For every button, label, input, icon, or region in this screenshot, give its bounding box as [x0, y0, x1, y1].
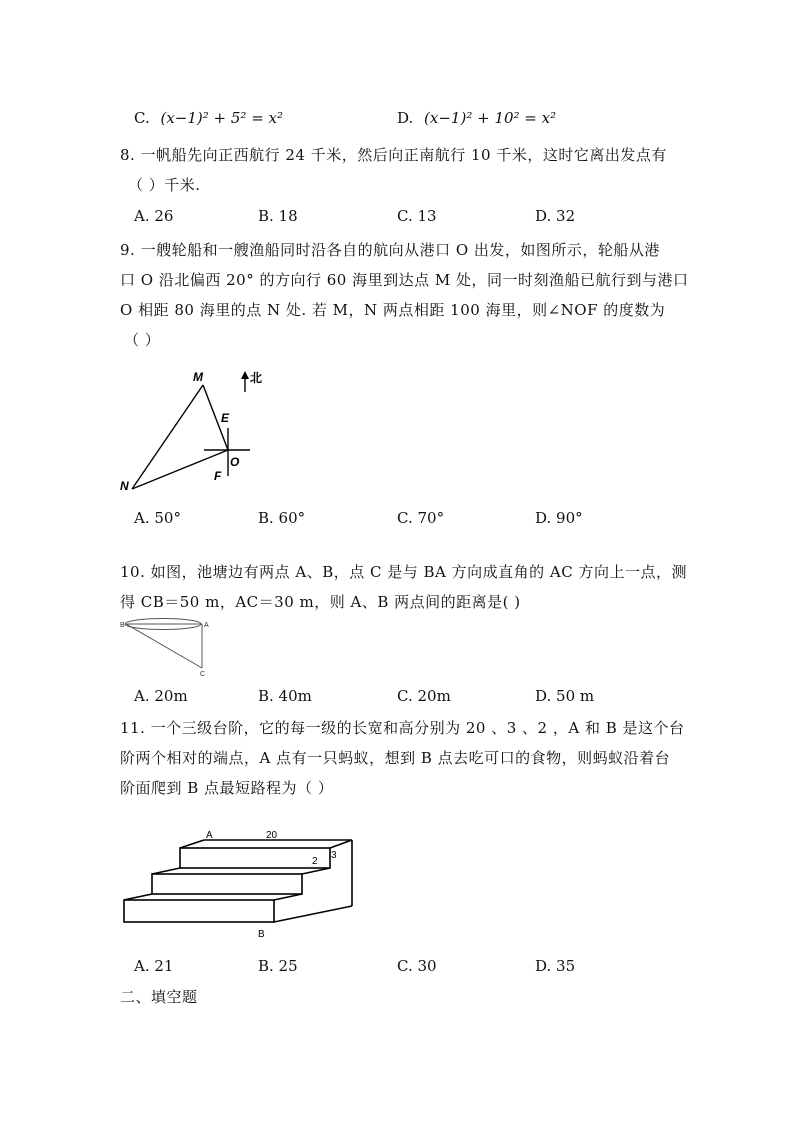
- q9-option-c: C. 70°: [397, 509, 445, 527]
- bottom-step-depth-left: [124, 894, 152, 900]
- q9-option-d: D. 90°: [535, 509, 583, 527]
- right-base-edge: [274, 906, 352, 922]
- q8-option-b: B. 18: [258, 207, 298, 225]
- top-step-depth-right: [330, 840, 352, 848]
- north-arrowhead-icon: [241, 371, 249, 379]
- bottom-step-depth-right: [274, 894, 302, 900]
- point-b-label: B: [258, 929, 265, 940]
- point-a-label: A: [204, 622, 209, 629]
- point-b-label: B: [120, 622, 125, 629]
- point-f-label: F: [214, 469, 222, 483]
- segment-mn: [132, 385, 203, 489]
- point-c-label: C: [200, 671, 206, 678]
- q7-option-c-label: C.: [134, 109, 150, 127]
- q9-stem-line3: O 相距 80 海里的点 N 处. 若 M，N 两点相距 100 海里，则∠NOF 的度数为: [120, 301, 666, 319]
- point-o-label: O: [230, 455, 240, 469]
- step-bottom-front: [124, 900, 274, 922]
- top-step-depth-left: [180, 840, 204, 848]
- middle-step-depth-left: [152, 868, 180, 874]
- point-e-label: E: [221, 411, 230, 425]
- q8-stem-line1: 8. 一帆船先向正西航行 24 千米，然后向正南航行 10 千米，这时它离出发点有: [120, 146, 667, 164]
- q9-option-b: B. 60°: [258, 509, 306, 527]
- q8-option-d: D. 32: [535, 207, 576, 225]
- q7-option-d: [397, 108, 556, 128]
- length-20-label: 20: [266, 830, 278, 841]
- q7-option-d-expr: (x−1)² + 10² = x²: [424, 109, 557, 127]
- step-middle-front: [152, 874, 302, 894]
- q10-option-c: C. 20m: [397, 687, 451, 705]
- q10-option-a: A. 20m: [134, 687, 188, 705]
- q11-stem-line3: 阶面爬到 B 点最短路程为（ ）: [120, 779, 334, 797]
- q7-option-c: [134, 108, 283, 128]
- q9-stem-line4: （ ）: [124, 331, 161, 349]
- q10-stem-line2: 得 CB＝50 m，AC＝30 m，则 A、B 两点间的距离是( ): [120, 593, 521, 611]
- point-n-label: N: [120, 479, 129, 493]
- q7-option-c-expr: (x−1)² + 5² = x²: [160, 109, 284, 127]
- width-3-label: 3: [331, 850, 337, 861]
- segment-bc: [126, 624, 202, 668]
- q7-option-d-label: D.: [397, 109, 414, 127]
- q8-option-c: C. 13: [397, 207, 437, 225]
- q9-stem-line1: 9. 一艘轮船和一艘渔船同时沿各自的航向从港口 O 出发，如图所示，轮船从港: [120, 241, 660, 259]
- q11-option-b: B. 25: [258, 957, 298, 975]
- q10-option-d: D. 50 m: [535, 687, 595, 705]
- q11-option-c: C. 30: [397, 957, 437, 975]
- q9-stem-line2: 口 O 沿北偏西 20° 的方向行 60 海里到达点 M 处，同一时刻渔船已航行到与港口: [120, 271, 689, 289]
- q11-option-d: D. 35: [535, 957, 576, 975]
- q8-stem-line2: （ ）千米.: [128, 176, 201, 194]
- q10-stem-line1: 10. 如图，池塘边有两点 A、B，点 C 是与 BA 方向成直角的 AC 方向上一点，测: [120, 563, 687, 581]
- point-a-label: A: [206, 830, 213, 841]
- q10-figure: [118, 614, 218, 678]
- q11-staircase-figure: [116, 822, 366, 944]
- q11-option-a: A. 21: [134, 957, 174, 975]
- height-2-label: 2: [312, 856, 318, 867]
- q9-option-a: A. 50°: [134, 509, 181, 527]
- q10-option-b: B. 40m: [258, 687, 312, 705]
- q11-stem-line1: 11. 一个三级台阶，它的每一级的长宽和高分别为 20 、3 、2 ，A 和 B 是这个台: [120, 719, 685, 737]
- q8-option-a: A. 26: [134, 207, 174, 225]
- step-top-front: [180, 848, 330, 868]
- point-m-label: M: [193, 370, 203, 384]
- section-title: 二、填空题: [120, 988, 198, 1006]
- middle-step-depth-right: [302, 868, 330, 874]
- q11-stem-line2: 阶两个相对的端点，A 点有一只蚂蚁，想到 B 点去吃可口的食物，则蚂蚁沿着台: [120, 749, 671, 767]
- north-label: 北: [250, 371, 263, 385]
- q9-figure: [110, 360, 280, 500]
